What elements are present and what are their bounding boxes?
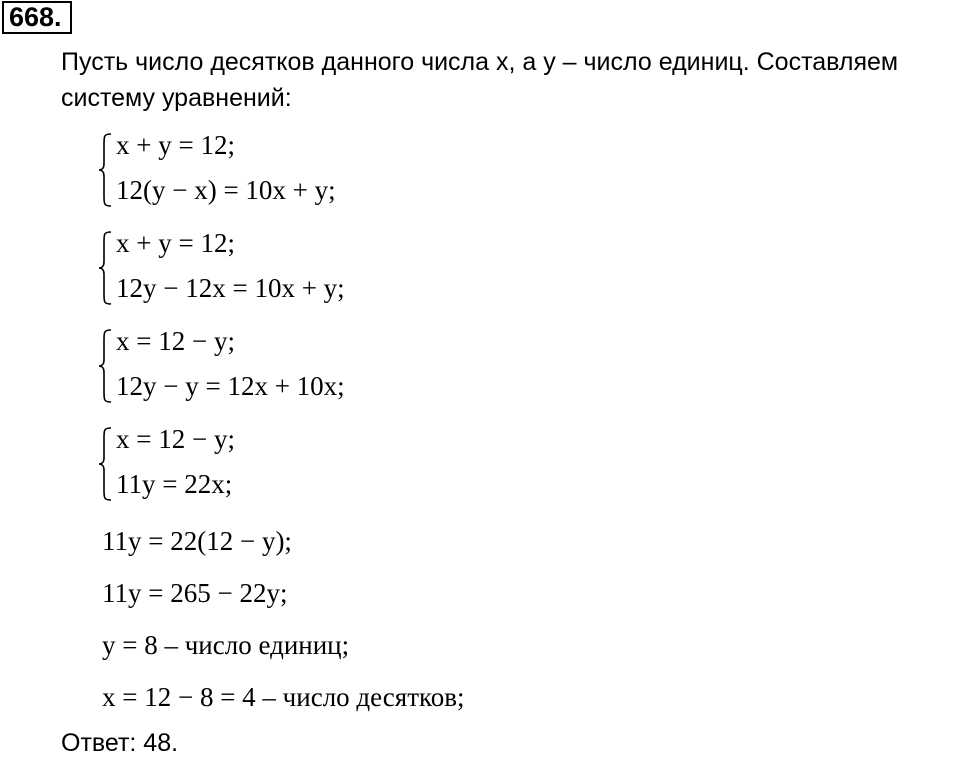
system-3-eq-1: x = 12 − y;	[116, 326, 235, 356]
system-brace	[98, 132, 112, 208]
step-4: x = 12 − 8 = 4 – число десятков;	[102, 682, 465, 712]
system-brace	[98, 230, 112, 306]
step-1: 11y = 22(12 − y);	[102, 526, 292, 556]
system-brace	[98, 328, 112, 404]
system-1-eq-2: 12(y − x) = 10x + y;	[116, 175, 336, 205]
system-4-eq-2: 11y = 22x;	[116, 469, 233, 499]
system-2-eq-1: x + y = 12;	[116, 228, 235, 258]
system-2-eq-2: 12y − 12x = 10x + y;	[116, 273, 345, 303]
system-brace	[98, 426, 112, 502]
problem-number: 668.	[2, 1, 72, 34]
answer: Ответ: 48.	[61, 729, 179, 757]
step-2: 11y = 265 − 22y;	[102, 578, 288, 608]
intro-line-1: Пусть число десятков данного числа x, а y – число единиц. Составляем	[61, 48, 899, 76]
system-4-eq-1: x = 12 − y;	[116, 424, 235, 454]
intro-line-2: систему уравнений:	[61, 84, 292, 112]
system-3-eq-2: 12y − y = 12x + 10x;	[116, 371, 345, 401]
step-3: y = 8 – число единиц;	[102, 630, 350, 660]
system-1-eq-1: x + y = 12;	[116, 130, 235, 160]
